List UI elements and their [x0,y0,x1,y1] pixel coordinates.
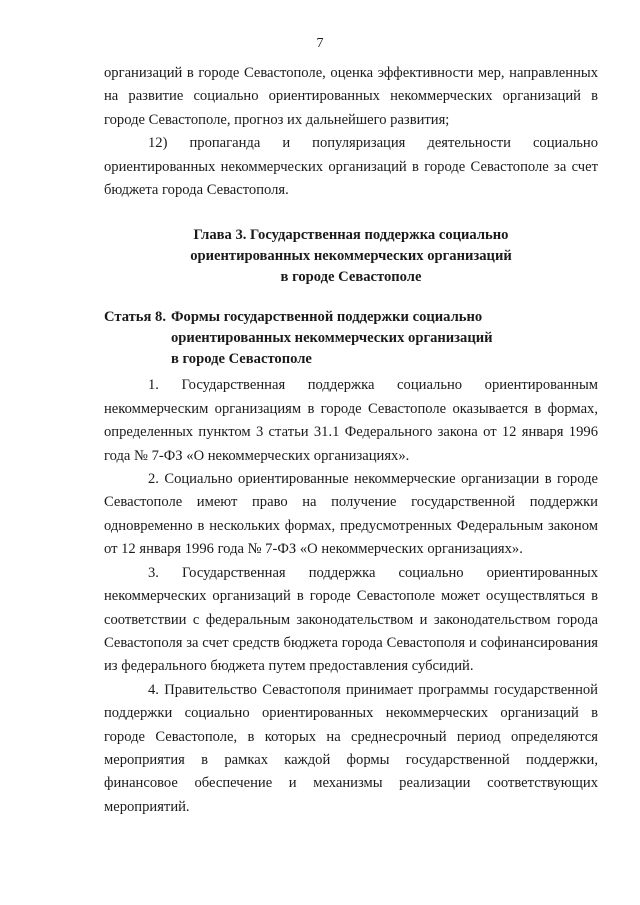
page-number: 7 [316,36,324,51]
paragraph-4: 4. Правительство Севастополя принимает программы государственной поддержки социально ориентированных некоммерческих организаций в городе Севастополе, в которых на среднесрочный период определяются мероприятия в рамках каждой формы государственной поддержки, финансовое обеспечение и механизмы реализации соответствующих мероприятий. [104,681,598,815]
chapter-heading [104,225,598,288]
continued-paragraph: организаций в городе Севастополе, оценка эффективности мер, направленных на развитие социально ориентированных некоммерческих организаций в городе Севастополе, прогноз их дальнейшего развития; [104,65,598,128]
article-title [171,307,493,370]
paragraph-1: 1. Государственная поддержка социально ориентированным некоммерческим организациям в городе Севастополе оказывается в формах, определенных пунктом 3 статьи 31.1 Федерального закона от 12 января 1996 года № 7-ФЗ «О некоммерческих организациях». [104,377,598,464]
paragraph-2: 2. Социально ориентированные некоммерческие организации в городе Севастополе имеют право на получение государственной поддержки одновременно в нескольких формах, предусмотренных Федеральным законом от 12 января 1996 года № 7-ФЗ «О некоммерческих организациях». [104,471,598,558]
article-title-line-3: в городе Севастополе [171,351,312,368]
chapter-heading-line-1: Глава 3. Государственная поддержка социально [193,227,509,244]
list-item-12: 12) пропаганда и популяризация деятельности социально ориентированных некоммерческих организаций в городе Севастополе за счет бюджета города Севастополя. [104,135,598,199]
article-title-line-1: Формы государственной поддержки социально [171,309,483,326]
article-label: Статья 8. [104,309,166,326]
document-body [104,62,598,819]
article-heading [104,307,598,370]
chapter-heading-line-3: в городе Севастополе [280,269,422,286]
chapter-heading-line-2: ориентированных некоммерческих организаций [190,248,512,265]
paragraph-3: 3. Государственная поддержка социально ориентированных некоммерческих организаций в городе Севастополе может осуществляться в соответствии с федеральным законодательством и законодательством города Севастополя за счет средств бюджета города Севастополя и софинансирования из федерального бюджета путем предоставления субсидий. [104,564,598,675]
article-title-line-2: ориентированных некоммерческих организаций [171,330,493,347]
